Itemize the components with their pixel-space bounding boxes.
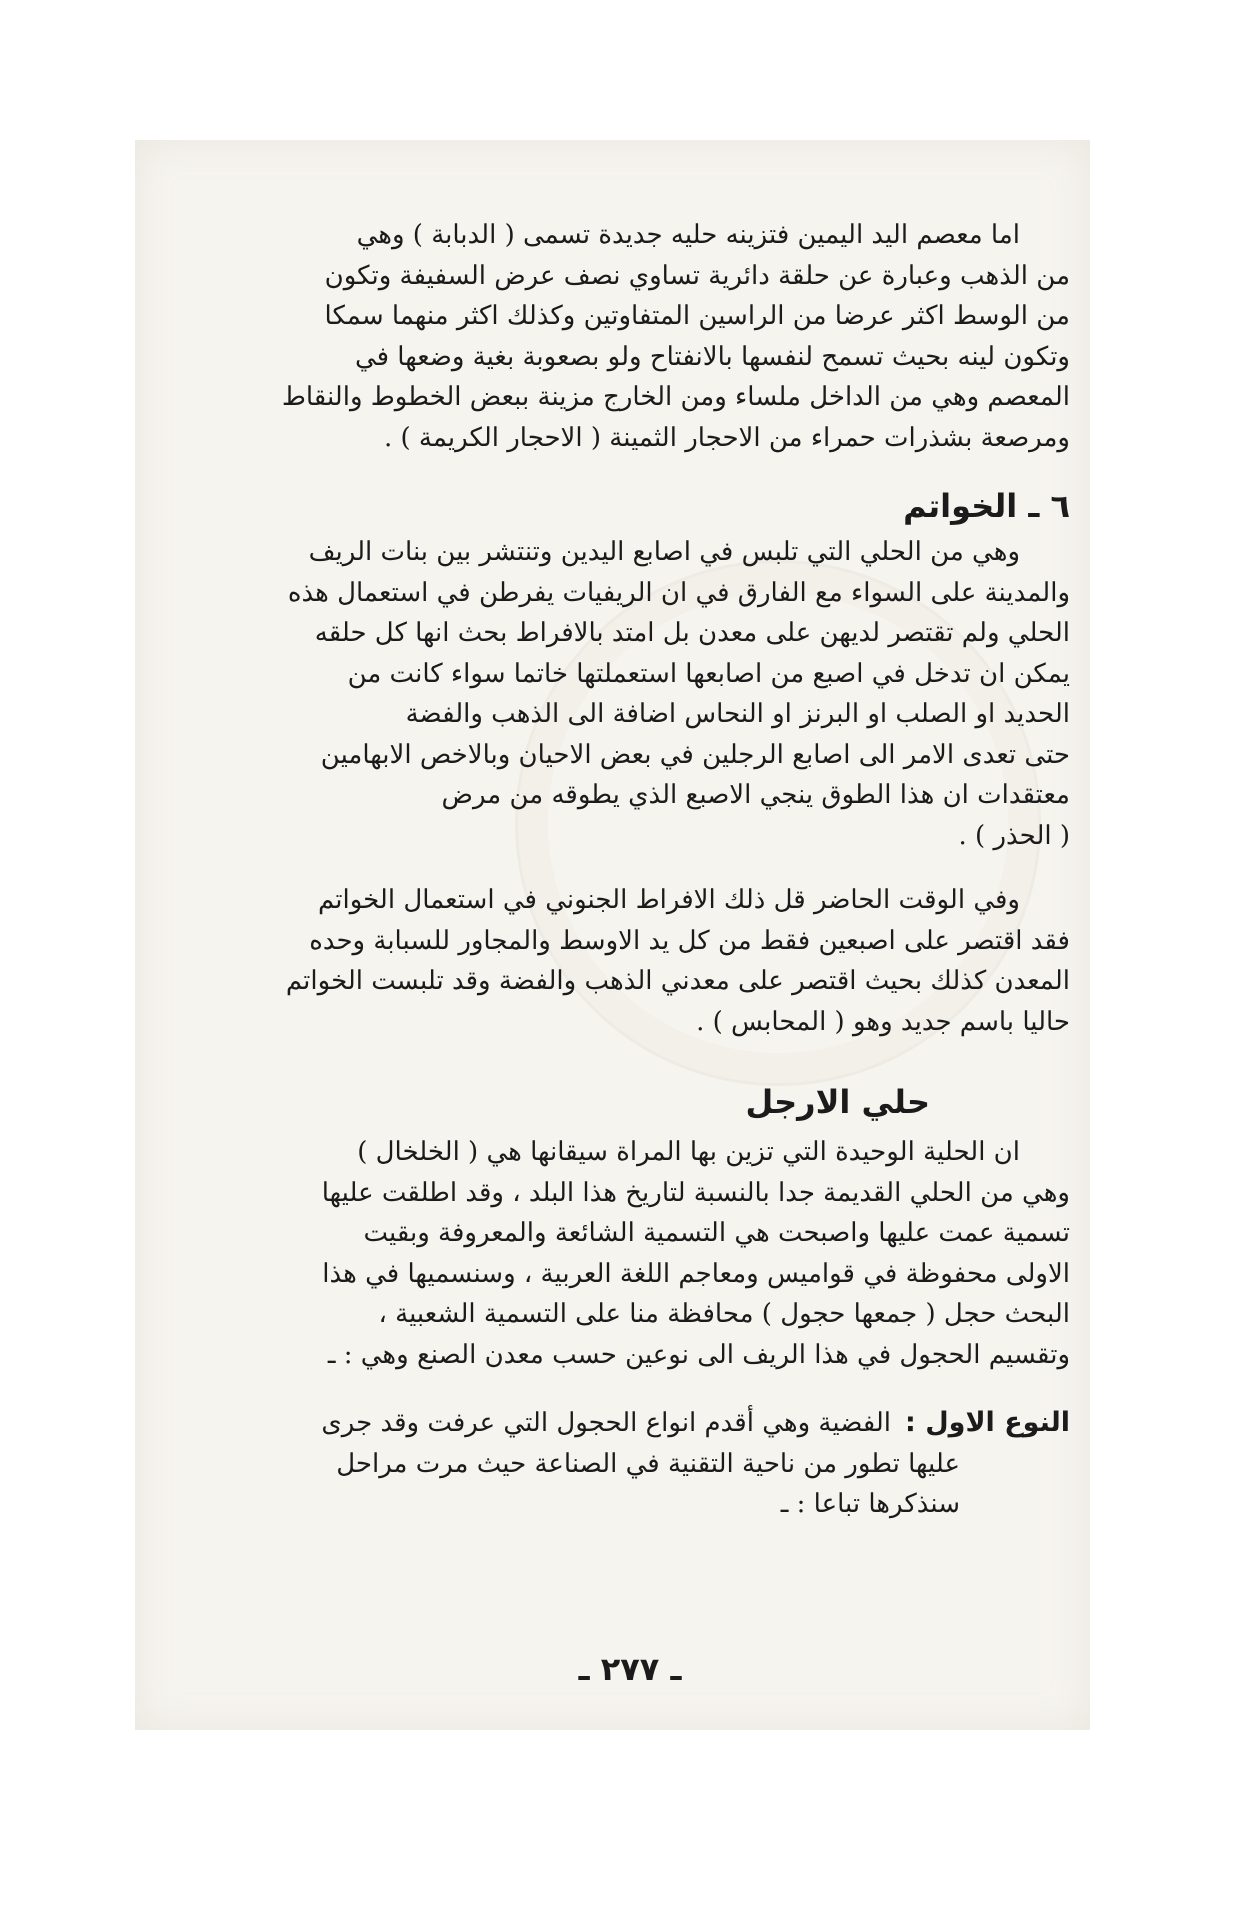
text-line: الاولى محفوظة في قواميس ومعاجم اللغة العربية ، وسنسميها في هذا: [322, 1258, 1070, 1289]
type-one-label: النوع الاول :: [905, 1407, 1070, 1438]
text-line: يمكن ان تدخل في اصبع من اصابعها استعملتها خاتما سواء كانت من: [347, 658, 1070, 689]
text-line: والمدينة على السواء مع الفارق في ان الريفيات يفرطن في استعمال هذه: [287, 577, 1070, 608]
text-line: حاليا باسم جديد وهو ( المحابس ) .: [696, 1006, 1070, 1037]
text-line: ان الحلية الوحيدة التي تزين بها المراة سيقانها هي ( الخلخال ): [357, 1137, 1020, 1167]
text-line: ( الحذر ) .: [958, 820, 1070, 851]
text-line: وهي من الحلي القديمة جدا بالنسبة لتاريخ هذا البلد ، وقد اطلقت عليها: [321, 1177, 1070, 1208]
text-line: عليها تطور من ناحية التقنية في الصناعة حيث مرت مراحل: [336, 1448, 960, 1479]
text-line: وتقسيم الحجول في هذا الريف الى نوعين حسب معدن الصنع وهي : ـ: [327, 1339, 1070, 1370]
text-line: ومرصعة بشذرات حمراء من الاحجار الثمينة ( الاحجار الكريمة ) .: [383, 422, 1070, 453]
text-line: المعصم وهي من الداخل ملساء ومن الخارج مزينة ببعض الخطوط والنقاط: [281, 382, 1070, 412]
paragraph-rings-today: [205, 880, 1070, 1042]
type-one-first-line: [205, 1403, 1070, 1444]
text-line: المعدن كذلك بحيث اقتصر على معدني الذهب والفضة وقد تلبست الخواتم: [285, 966, 1070, 996]
paragraph-anklets: [205, 1132, 1070, 1375]
text-line: من الذهب وعبارة عن حلقة دائرية تساوي نصف عرض السفيفة وتكون: [324, 260, 1070, 291]
paragraph-wrist-ornament: [205, 215, 1070, 458]
text-line: الفضية وهي أقدم انواع الحجول التي عرفت وقد جرى: [321, 1408, 892, 1438]
text-line: معتقدات ان هذا الطوق ينجي الاصبع الذي يطوقه من مرض: [441, 780, 1070, 810]
text-line: وهي من الحلي التي تلبس في اصابع اليدين وتنتشر بين بنات الريف: [308, 537, 1020, 567]
paragraph-rings: [205, 532, 1070, 856]
text-line: البحث حجل ( جمعها حجول ) محافظة منا على التسمية الشعبية ،: [378, 1299, 1070, 1329]
text-line: وتكون لينه بحيث تسمح لنفسها بالانفتاح ولو بصعوبة بغية وضعها في: [354, 341, 1070, 372]
text-line: اما معصم اليد اليمين فتزينه حليه جديدة تسمى ( الدبابة ) وهي: [356, 220, 1020, 250]
page-number: ـ ٢٧٧ ـ: [578, 1650, 682, 1688]
text-line: وفي الوقت الحاضر قل ذلك الافراط الجنوني في استعمال الخواتم: [317, 885, 1020, 915]
text-line: فقد اقتصر على اصبعين فقط من كل يد الاوسط والمجاور للسبابة وحده: [309, 925, 1070, 956]
type-one-section: [205, 1403, 1070, 1525]
section-heading-leg-ornaments: حلي الارجل: [745, 1083, 930, 1121]
text-line: حتى تعدى الامر الى اصابع الرجلين في بعض الاحيان وبالاخص الابهامين: [320, 739, 1070, 770]
text-line: من الوسط اكثر عرضا من الراسين المتفاوتين وكذلك اكثر منهما سمكا: [324, 301, 1070, 331]
section-heading-rings: ٦ ـ الخواتم: [903, 487, 1070, 525]
text-line: الحلي ولم تقتصر لديهن على معدن بل امتد بالافراط بحث انها كل حلقه: [314, 618, 1070, 648]
text-line: تسمية عمت عليها واصبحت هي التسمية الشائعة والمعروفة وبقيت: [363, 1218, 1070, 1248]
page-body: [205, 215, 1070, 1525]
text-line: سنذكرها تباعا : ـ: [780, 1489, 960, 1519]
text-line: الحديد او الصلب او البرنز او النحاس اضافة الى الذهب والفضة: [405, 699, 1070, 729]
